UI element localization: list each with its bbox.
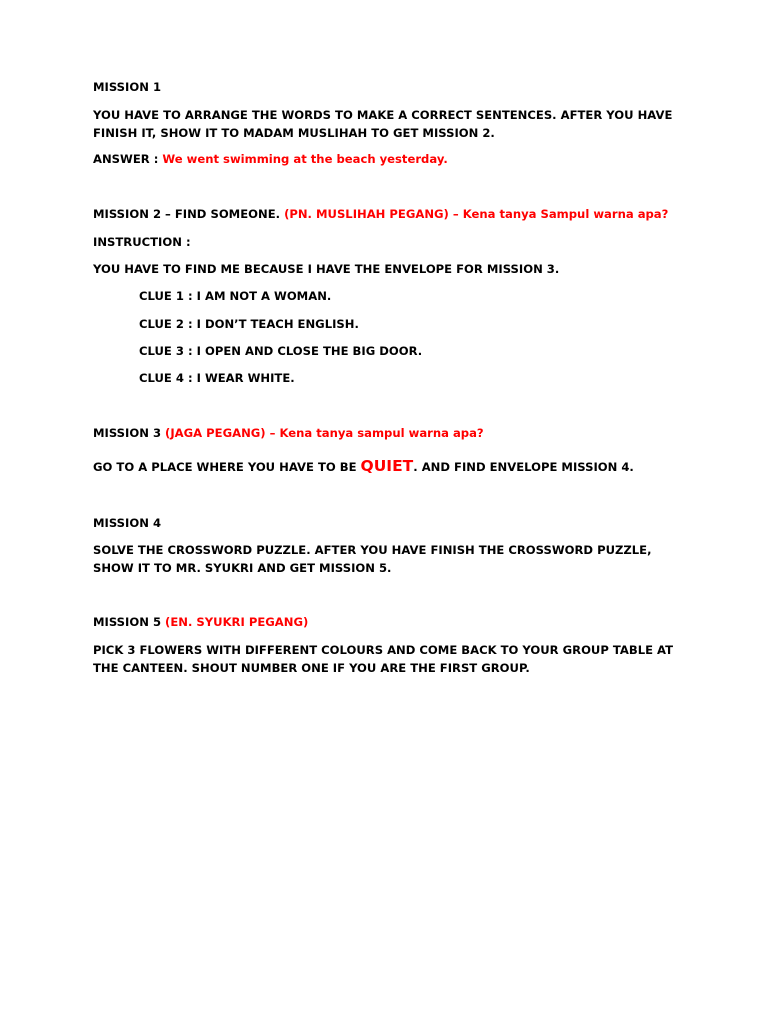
mission-3-text-after: . AND FIND ENVELOPE MISSION 4. [413, 460, 634, 474]
mission-4-text: SOLVE THE CROSSWORD PUZZLE. AFTER YOU HAVE FINISH THE CROSSWORD PUZZLE, SHOW IT TO MR. SYUKRI AND GET MISSION 5. [93, 543, 652, 575]
mission-5-text: PICK 3 FLOWERS WITH DIFFERENT COLOURS AND COME BACK TO YOUR GROUP TABLE AT THE CANTEEN. SHOUT NUMBER ONE IF YOU ARE THE FIRST GROUP. [93, 643, 674, 675]
clue-3: CLUE 3 : I OPEN AND CLOSE THE BIG DOOR. [139, 344, 423, 358]
instruction-text: YOU HAVE TO FIND ME BECAUSE I HAVE THE ENVELOPE FOR MISSION 3. [93, 262, 560, 276]
mission-1-title [93, 78, 161, 96]
instruction-label: INSTRUCTION : [93, 235, 191, 249]
mission-2-title [93, 205, 668, 223]
mission-3-text-before: GO TO A PLACE WHERE YOU HAVE TO BE [93, 460, 361, 474]
mission-5-note: (EN. SYUKRI PEGANG) [165, 615, 309, 629]
mission-4-title: MISSION 4 [93, 516, 162, 530]
mission-2-note: (PN. MUSLIHAH PEGANG) – Kena tanya Sampul warna apa? [284, 207, 669, 221]
quiet-emphasis: QUIET [360, 457, 414, 475]
mission-5-title-text: MISSION 5 [93, 615, 166, 629]
mission-1-text: YOU HAVE TO ARRANGE THE WORDS TO MAKE A CORRECT SENTENCES. AFTER YOU HAVE FINISH IT, SHOW IT TO MADAM MUSLIHAH TO GET MISSION 2. [93, 108, 673, 140]
clue-1: CLUE 1 : I AM NOT A WOMAN. [139, 289, 332, 303]
answer-label: ANSWER : [93, 152, 163, 166]
mission-1-title-text: MISSION 1 [93, 80, 162, 94]
mission-3-title-text: MISSION 3 [93, 426, 166, 440]
mission-2-title-text: MISSION 2 – FIND SOMEONE. [93, 207, 285, 221]
clue-4: CLUE 4 : I WEAR WHITE. [139, 371, 295, 385]
mission-3-note: (JAGA PEGANG) – Kena tanya sampul warna apa? [165, 426, 484, 440]
answer-text: We went swimming at the beach yesterday. [162, 152, 448, 166]
mission-1-answer [93, 150, 448, 168]
clue-2: CLUE 2 : I DON’T TEACH ENGLISH. [139, 317, 359, 331]
mission-3-title [93, 424, 484, 442]
mission-3-text [93, 456, 634, 477]
mission-5-title [93, 613, 308, 631]
